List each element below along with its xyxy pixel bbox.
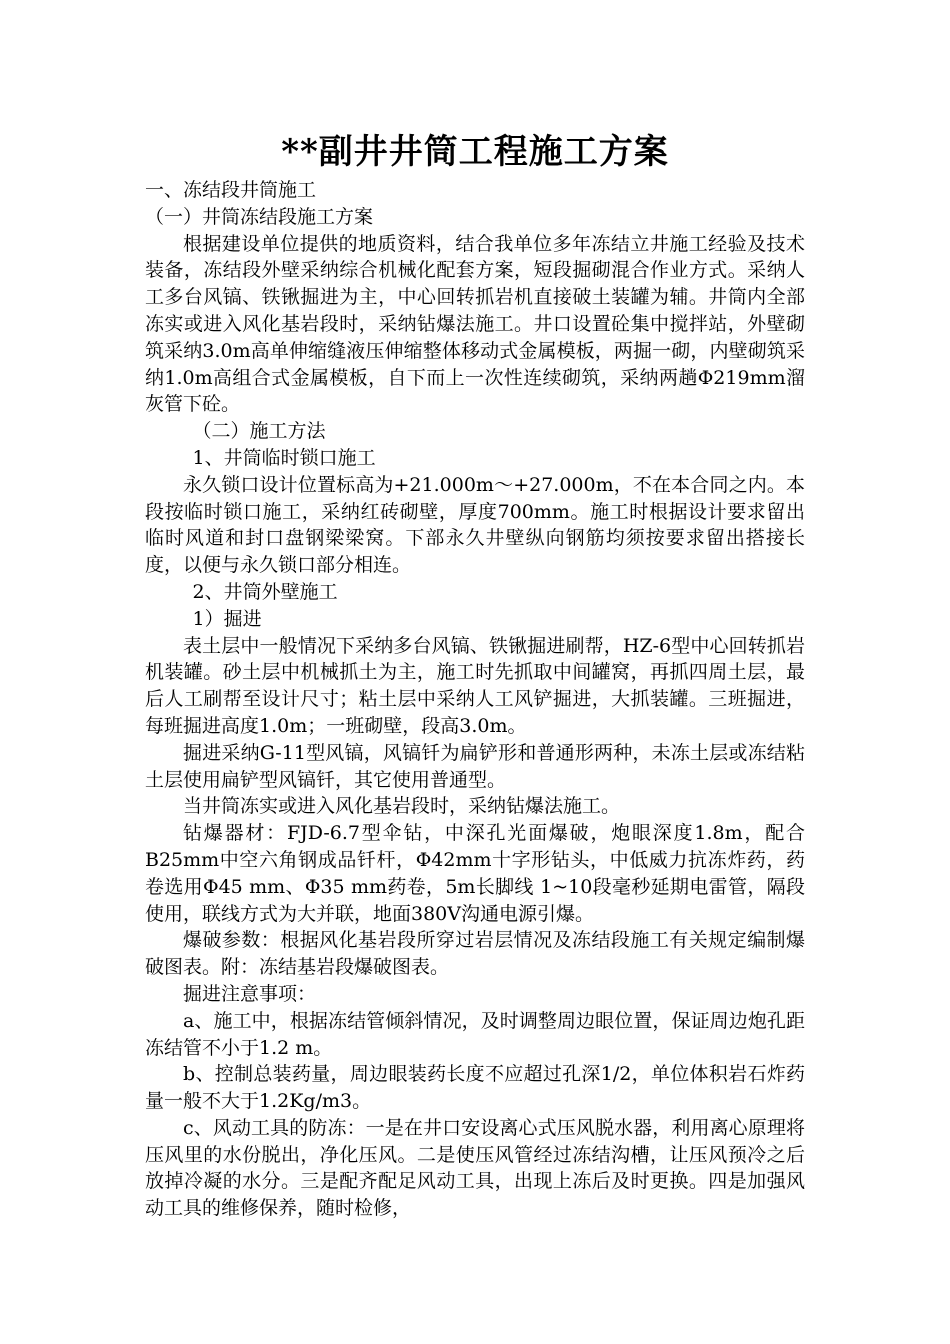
body-paragraph: 钻爆器材：FJD-6.7型伞钻，中深孔光面爆破，炮眼深度1.8m，配合B25mm中空六角钢成品钎杆，Φ42mm十字形钻头，中低威力抗冻炸药，药卷选用Φ45 mm、Φ35 mm药卷，5m长脚线 1~10段毫秒延期电雷管，隔段使用，联线方式为大并联，地面380V沟通电源引爆。 [145,822,805,925]
section-heading: 1）掘进 [192,607,262,630]
body-paragraph: 永久锁口设计位置标高为+21.000m～+27.000m，不在本合同之内。本段按临时锁口施工，采纳红砖砌壁，厚度700mm。施工时根据设计要求留出临时风道和封口盘钢梁梁窝。下部永久井壁纵向钢筋均须按要求留出搭接长度，以便与永久锁口部分相连。 [145,473,805,577]
section-heading: 2、井筒外壁施工 [192,580,338,603]
body-paragraph: c、风动工具的防冻：一是在井口安设离心式压风脱水器，利用离心原理将压风里的水份脱出，净化压风。二是使压风管经过冻结沟槽，让压风预冷之后放掉冷凝的水分。三是配齐配足风动工具，出现上冻后及时更换。四是加强风动工具的维修保养，随时检修， [145,1116,805,1220]
document-title: **副井井筒工程施工方案 [281,132,669,172]
section-heading: 一、冻结段井筒施工 [145,179,317,201]
body-paragraph: 根据建设单位提供的地质资料，结合我单位多年冻结立井施工经验及技术装备，冻结段外壁采纳综合机械化配套方案，短段掘砌混合作业方式。采纳人工多台风镐、铁锹掘进为主，中心回转抓岩机直接破土装罐为辅。井筒内全部冻实或进入风化基岩段时，采纳钻爆法施工。井口设置砼集中搅拌站，外壁砌筑采纳3.0m高单伸缩缝液压伸缩整体移动式金属模板，两掘一砌，内壁砌筑采纳1.0m高组合式金属模板，自下而上一次性连续砌筑，采纳两趟Φ219mm溜灰管下砼。 [145,232,805,416]
body-paragraph: 掘进采纳G-11型风镐，风镐钎为扁铲形和普通形两种，未冻土层或冻结粘土层使用扁铲型风镐钎，其它使用普通型。 [145,741,805,791]
body-paragraph: 掘进注意事项： [183,982,317,1005]
body-paragraph: 当井筒冻实或进入风化基岩段时，采纳钻爆法施工。 [183,795,621,818]
section-heading: （二）施工方法 [192,420,326,443]
body-paragraph: 爆破参数：根据风化基岩段所穿过岩层情况及冻结段施工有关规定编制爆破图表。附：冻结基岩段爆破图表。 [145,929,805,979]
document-body [145,177,805,1222]
body-paragraph: b、控制总装药量，周边眼装药长度不应超过孔深1/2，单位体积岩石炸药量一般不大于1.2Kg/m3。 [145,1063,805,1113]
section-heading: （一）井筒冻结段施工方案 [145,205,374,228]
section-heading: 1、井筒临时锁口施工 [192,446,376,469]
body-paragraph: a、施工中，根据冻结管倾斜情况，及时调整周边眼位置，保证周边炮孔距冻结管不小于1.2 m。 [145,1009,805,1059]
body-paragraph: 表土层中一般情况下采纳多台风镐、铁锹掘进刷帮，HZ-6型中心回转抓岩机装罐。砂土层中机械抓土为主，施工时先抓取中间罐窝，再抓四周土层，最后人工刷帮至设计尺寸；粘土层中采纳人工风铲掘进，大抓装罐。三班掘进，每班掘进高度1.0m；一班砌壁，段高3.0m。 [145,634,805,737]
